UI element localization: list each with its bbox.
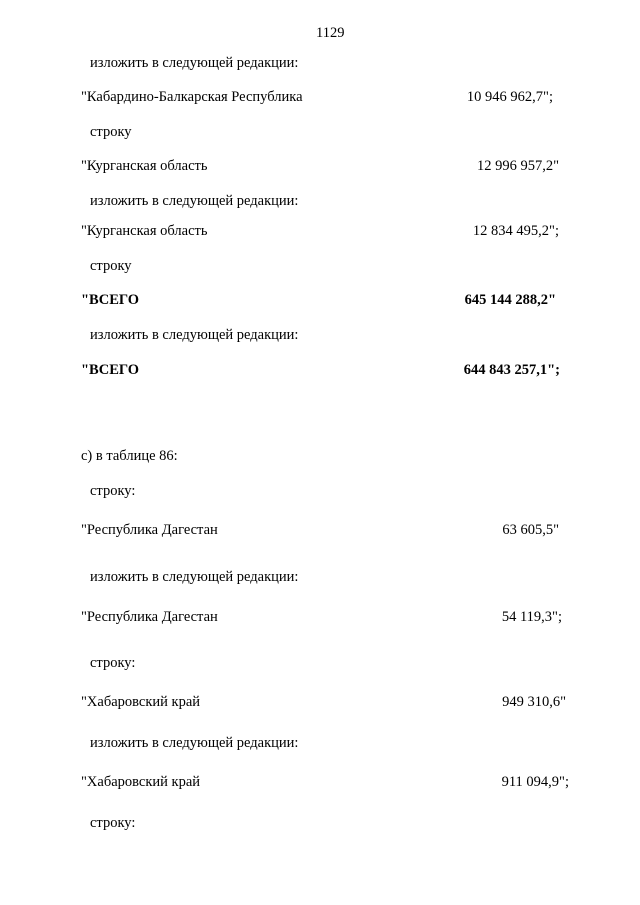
- kurgan-new-name: "Курганская область: [81, 223, 208, 239]
- row-label: строку: [90, 258, 132, 274]
- instruction-text: изложить в следующей редакции:: [90, 327, 299, 343]
- dagestan-old-name: "Республика Дагестан: [81, 522, 218, 538]
- khabarovsk-old-value: 949 310,6": [502, 694, 566, 710]
- instruction-text: изложить в следующей редакции:: [90, 55, 299, 71]
- total-new-value: 644 843 257,1";: [463, 362, 560, 378]
- total-old-value: 645 144 288,2": [464, 292, 556, 308]
- dagestan-new-value: 54 119,3";: [501, 609, 562, 625]
- dagestan-new-name: "Республика Дагестан: [81, 609, 218, 625]
- page-number: 1129: [316, 25, 345, 41]
- table-heading: с) в таблице 86:: [81, 448, 178, 464]
- kbr-region-value: 10 946 962,7";: [466, 89, 553, 105]
- khabarovsk-new-name: "Хабаровский край: [81, 774, 201, 790]
- kurgan-old-name: "Курганская область: [81, 158, 208, 174]
- dagestan-old-value: 63 605,5": [502, 522, 559, 538]
- row-label: строку:: [90, 655, 136, 671]
- instruction-text: изложить в следующей редакции:: [90, 569, 299, 585]
- row-label: строку:: [90, 815, 136, 831]
- row-label: строку: [90, 124, 132, 140]
- row-label: строку:: [90, 483, 136, 499]
- instruction-text: изложить в следующей редакции:: [90, 735, 299, 751]
- khabarovsk-new-value: 911 094,9";: [501, 774, 569, 790]
- khabarovsk-old-name: "Хабаровский край: [81, 694, 201, 710]
- kurgan-old-value: 12 996 957,2": [476, 158, 559, 174]
- kbr-region-name: "Кабардино-Балкарская Республика: [81, 89, 303, 105]
- total-old-name: "ВСЕГО: [81, 292, 140, 308]
- instruction-text: изложить в следующей редакции:: [90, 193, 299, 209]
- total-new-name: "ВСЕГО: [81, 362, 140, 378]
- kurgan-new-value: 12 834 495,2";: [472, 223, 559, 239]
